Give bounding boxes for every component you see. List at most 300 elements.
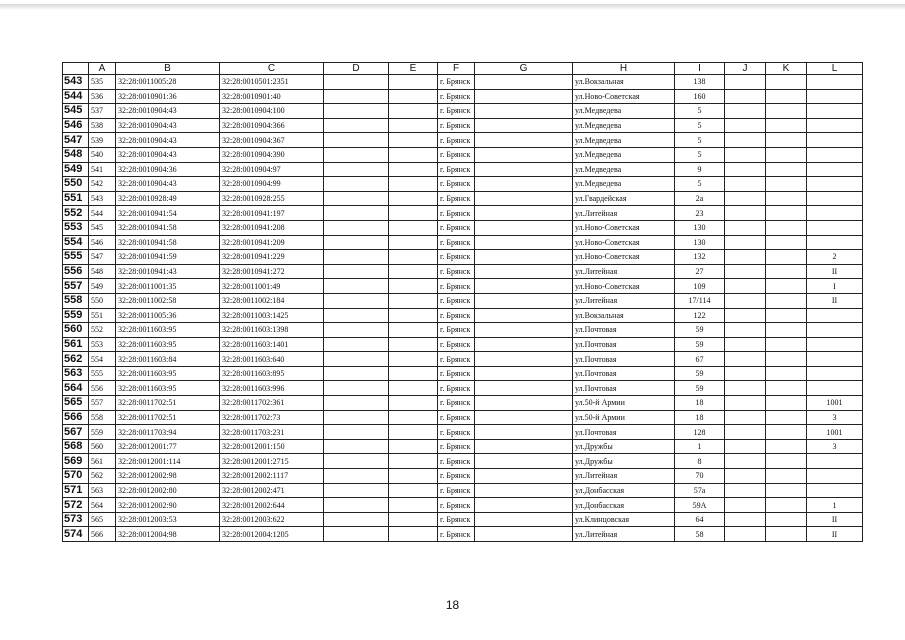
cell-a: 557 bbox=[89, 396, 116, 411]
cell-j bbox=[725, 381, 766, 396]
cell-d bbox=[324, 206, 389, 221]
cell-i: 57а bbox=[675, 483, 725, 498]
cell-i: 23 bbox=[675, 206, 725, 221]
cell-c: 32:28:0010904:99 bbox=[220, 177, 324, 192]
cell-b: 32:28:0012002:98 bbox=[116, 469, 220, 484]
cell-e bbox=[389, 337, 438, 352]
cell-b: 32:28:0012003:53 bbox=[116, 512, 220, 527]
cell-j bbox=[725, 279, 766, 294]
cell-d bbox=[324, 323, 389, 338]
cell-g bbox=[475, 527, 573, 542]
cell-a: 546 bbox=[89, 235, 116, 250]
cell-b: 32:28:0010904:43 bbox=[116, 147, 220, 162]
cell-j bbox=[725, 75, 766, 90]
cell-i: 1 bbox=[675, 439, 725, 454]
cell-k bbox=[766, 250, 807, 265]
cell-e bbox=[389, 425, 438, 440]
cell-g bbox=[475, 133, 573, 148]
cell-f: г. Брянск bbox=[438, 206, 475, 221]
table-row bbox=[63, 308, 863, 323]
cell-k bbox=[766, 177, 807, 192]
corner-cell bbox=[63, 63, 89, 75]
cell-d bbox=[324, 410, 389, 425]
cell-e bbox=[389, 279, 438, 294]
cell-g bbox=[475, 469, 573, 484]
cell-i: 8 bbox=[675, 454, 725, 469]
cell-g bbox=[475, 498, 573, 513]
cell-f: г. Брянск bbox=[438, 381, 475, 396]
column-header-d: D bbox=[324, 63, 389, 75]
cell-e bbox=[389, 498, 438, 513]
column-header-h: H bbox=[573, 63, 675, 75]
cell-g bbox=[475, 250, 573, 265]
cell-j bbox=[725, 235, 766, 250]
cell-k bbox=[766, 337, 807, 352]
cell-c: 32:28:0012002:644 bbox=[220, 498, 324, 513]
cell-f: г. Брянск bbox=[438, 147, 475, 162]
scan-edge bbox=[0, 4, 905, 10]
cell-b: 32:28:0010941:58 bbox=[116, 220, 220, 235]
table-row bbox=[63, 89, 863, 104]
cell-b: 32:28:0011603:95 bbox=[116, 381, 220, 396]
row-number: 564 bbox=[63, 381, 89, 396]
cell-d bbox=[324, 512, 389, 527]
cell-a: 563 bbox=[89, 483, 116, 498]
cell-h: ул.Дружбы bbox=[573, 454, 675, 469]
cell-l bbox=[807, 162, 863, 177]
cell-f: г. Брянск bbox=[438, 425, 475, 440]
cell-i: 122 bbox=[675, 308, 725, 323]
cell-b: 32:28:0011702:51 bbox=[116, 396, 220, 411]
column-header-a: A bbox=[89, 63, 116, 75]
column-header-c: C bbox=[220, 63, 324, 75]
table-row bbox=[63, 235, 863, 250]
cell-c: 32:28:0010904:100 bbox=[220, 104, 324, 119]
cell-b: 32:28:0010904:43 bbox=[116, 133, 220, 148]
cell-g bbox=[475, 206, 573, 221]
row-number: 559 bbox=[63, 308, 89, 323]
row-number: 547 bbox=[63, 133, 89, 148]
cell-e bbox=[389, 147, 438, 162]
column-header-l: L bbox=[807, 63, 863, 75]
row-number: 555 bbox=[63, 250, 89, 265]
cell-b: 32:28:0010941:58 bbox=[116, 235, 220, 250]
cell-i: 5 bbox=[675, 147, 725, 162]
cell-l bbox=[807, 220, 863, 235]
cell-g bbox=[475, 366, 573, 381]
cell-j bbox=[725, 352, 766, 367]
cell-h: ул.Почтовая bbox=[573, 381, 675, 396]
cell-l: 3 bbox=[807, 410, 863, 425]
cell-c: 32:28:0011001:49 bbox=[220, 279, 324, 294]
cell-j bbox=[725, 439, 766, 454]
table-row bbox=[63, 191, 863, 206]
cell-e bbox=[389, 483, 438, 498]
cell-g bbox=[475, 118, 573, 133]
cell-k bbox=[766, 308, 807, 323]
cell-h: ул.Медведева bbox=[573, 162, 675, 177]
cell-l: II bbox=[807, 293, 863, 308]
cell-b: 32:28:0011603:95 bbox=[116, 337, 220, 352]
cell-k bbox=[766, 512, 807, 527]
cell-a: 549 bbox=[89, 279, 116, 294]
cell-i: 138 bbox=[675, 75, 725, 90]
cell-f: г. Брянск bbox=[438, 162, 475, 177]
cell-h: ул.Медведева bbox=[573, 118, 675, 133]
cell-e bbox=[389, 118, 438, 133]
table-row bbox=[63, 133, 863, 148]
cell-e bbox=[389, 264, 438, 279]
cell-c: 32:28:0010928:255 bbox=[220, 191, 324, 206]
column-header-row bbox=[63, 63, 863, 75]
cell-e bbox=[389, 206, 438, 221]
cell-l bbox=[807, 147, 863, 162]
cell-e bbox=[389, 323, 438, 338]
cell-j bbox=[725, 206, 766, 221]
cell-k bbox=[766, 381, 807, 396]
cell-e bbox=[389, 133, 438, 148]
cell-k bbox=[766, 323, 807, 338]
cell-k bbox=[766, 454, 807, 469]
cell-g bbox=[475, 279, 573, 294]
cell-b: 32:28:0012002:90 bbox=[116, 498, 220, 513]
cell-l: II bbox=[807, 527, 863, 542]
cell-e bbox=[389, 527, 438, 542]
row-number: 572 bbox=[63, 498, 89, 513]
cell-b: 32:28:0011002:58 bbox=[116, 293, 220, 308]
cell-f: г. Брянск bbox=[438, 279, 475, 294]
cell-f: г. Брянск bbox=[438, 220, 475, 235]
table-row bbox=[63, 293, 863, 308]
row-number: 570 bbox=[63, 469, 89, 484]
cell-l bbox=[807, 191, 863, 206]
cell-j bbox=[725, 133, 766, 148]
cell-a: 556 bbox=[89, 381, 116, 396]
cell-j bbox=[725, 220, 766, 235]
cell-c: 32:28:0010941:229 bbox=[220, 250, 324, 265]
cell-f: г. Брянск bbox=[438, 323, 475, 338]
cell-c: 32:28:0011603:895 bbox=[220, 366, 324, 381]
cell-l: 1001 bbox=[807, 396, 863, 411]
cell-d bbox=[324, 250, 389, 265]
table-row bbox=[63, 439, 863, 454]
cell-b: 32:28:0011702:51 bbox=[116, 410, 220, 425]
cell-b: 32:28:0012001:114 bbox=[116, 454, 220, 469]
table-row bbox=[63, 250, 863, 265]
cell-h: ул.50-й Армии bbox=[573, 396, 675, 411]
cell-l bbox=[807, 133, 863, 148]
cell-h: ул.Литейная bbox=[573, 264, 675, 279]
column-header-g: G bbox=[475, 63, 573, 75]
cell-i: 18 bbox=[675, 410, 725, 425]
cell-d bbox=[324, 191, 389, 206]
cell-e bbox=[389, 512, 438, 527]
cell-k bbox=[766, 469, 807, 484]
cell-d bbox=[324, 337, 389, 352]
cell-d bbox=[324, 439, 389, 454]
cell-a: 544 bbox=[89, 206, 116, 221]
row-number: 553 bbox=[63, 220, 89, 235]
table-row bbox=[63, 118, 863, 133]
cell-d bbox=[324, 366, 389, 381]
table-row bbox=[63, 279, 863, 294]
cell-j bbox=[725, 512, 766, 527]
cell-a: 550 bbox=[89, 293, 116, 308]
cell-l bbox=[807, 235, 863, 250]
cell-d bbox=[324, 118, 389, 133]
cell-g bbox=[475, 75, 573, 90]
cell-b: 32:28:0010904:43 bbox=[116, 177, 220, 192]
cell-k bbox=[766, 527, 807, 542]
cell-d bbox=[324, 220, 389, 235]
cell-d bbox=[324, 235, 389, 250]
cell-h: ул.Литейная bbox=[573, 293, 675, 308]
cell-l bbox=[807, 469, 863, 484]
cell-g bbox=[475, 191, 573, 206]
cell-k bbox=[766, 264, 807, 279]
cell-g bbox=[475, 177, 573, 192]
cell-e bbox=[389, 250, 438, 265]
cell-c: 32:28:0012002:471 bbox=[220, 483, 324, 498]
cell-l: 3 bbox=[807, 439, 863, 454]
cell-l bbox=[807, 381, 863, 396]
cell-j bbox=[725, 147, 766, 162]
column-header-k: K bbox=[766, 63, 807, 75]
cell-b: 32:28:0010941:54 bbox=[116, 206, 220, 221]
cell-e bbox=[389, 469, 438, 484]
cell-b: 32:28:0011703:94 bbox=[116, 425, 220, 440]
cell-a: 552 bbox=[89, 323, 116, 338]
cell-h: ул.Ново-Советская bbox=[573, 220, 675, 235]
cell-a: 541 bbox=[89, 162, 116, 177]
row-number: 563 bbox=[63, 366, 89, 381]
cell-d bbox=[324, 396, 389, 411]
table-row bbox=[63, 396, 863, 411]
cell-f: г. Брянск bbox=[438, 104, 475, 119]
cell-g bbox=[475, 104, 573, 119]
cell-j bbox=[725, 89, 766, 104]
table-row bbox=[63, 352, 863, 367]
cell-f: г. Брянск bbox=[438, 118, 475, 133]
cell-c: 32:28:0011603:1398 bbox=[220, 323, 324, 338]
row-number: 573 bbox=[63, 512, 89, 527]
cell-l bbox=[807, 366, 863, 381]
cell-g bbox=[475, 147, 573, 162]
cell-d bbox=[324, 162, 389, 177]
cell-l bbox=[807, 352, 863, 367]
row-number: 546 bbox=[63, 118, 89, 133]
cell-d bbox=[324, 177, 389, 192]
cell-k bbox=[766, 191, 807, 206]
column-header-b: B bbox=[116, 63, 220, 75]
table-row bbox=[63, 410, 863, 425]
cell-g bbox=[475, 352, 573, 367]
cell-d bbox=[324, 308, 389, 323]
cell-k bbox=[766, 293, 807, 308]
table-row bbox=[63, 220, 863, 235]
cell-b: 32:28:0011005:28 bbox=[116, 75, 220, 90]
cell-h: ул.Донбасская bbox=[573, 498, 675, 513]
cell-k bbox=[766, 75, 807, 90]
cell-l: II bbox=[807, 264, 863, 279]
cell-f: г. Брянск bbox=[438, 396, 475, 411]
cell-a: 554 bbox=[89, 352, 116, 367]
cell-g bbox=[475, 483, 573, 498]
table-row bbox=[63, 337, 863, 352]
table-row bbox=[63, 147, 863, 162]
cell-f: г. Брянск bbox=[438, 512, 475, 527]
row-number: 565 bbox=[63, 396, 89, 411]
cell-a: 560 bbox=[89, 439, 116, 454]
cell-g bbox=[475, 337, 573, 352]
cell-j bbox=[725, 323, 766, 338]
page-number: 18 bbox=[445, 598, 460, 612]
cell-i: 130 bbox=[675, 220, 725, 235]
row-number: 549 bbox=[63, 162, 89, 177]
cell-c: 32:28:0010941:197 bbox=[220, 206, 324, 221]
cell-d bbox=[324, 293, 389, 308]
cell-i: 160 bbox=[675, 89, 725, 104]
cell-k bbox=[766, 133, 807, 148]
cell-e bbox=[389, 162, 438, 177]
row-number: 550 bbox=[63, 177, 89, 192]
cell-l bbox=[807, 118, 863, 133]
cell-i: 18 bbox=[675, 396, 725, 411]
cell-d bbox=[324, 483, 389, 498]
cell-c: 32:28:0010904:366 bbox=[220, 118, 324, 133]
cell-j bbox=[725, 177, 766, 192]
cell-g bbox=[475, 264, 573, 279]
cell-f: г. Брянск bbox=[438, 89, 475, 104]
cell-j bbox=[725, 308, 766, 323]
row-number: 556 bbox=[63, 264, 89, 279]
cell-l: 1 bbox=[807, 498, 863, 513]
cell-d bbox=[324, 454, 389, 469]
cell-a: 542 bbox=[89, 177, 116, 192]
cell-h: ул.Медведева bbox=[573, 104, 675, 119]
cell-d bbox=[324, 89, 389, 104]
cell-i: 67 bbox=[675, 352, 725, 367]
cell-k bbox=[766, 235, 807, 250]
cell-h: ул.Литейная bbox=[573, 469, 675, 484]
cell-g bbox=[475, 220, 573, 235]
column-header-e: E bbox=[389, 63, 438, 75]
cell-b: 32:28:0011001:35 bbox=[116, 279, 220, 294]
cell-b: 32:28:0010904:43 bbox=[116, 118, 220, 133]
cell-l bbox=[807, 454, 863, 469]
cell-c: 32:28:0011702:361 bbox=[220, 396, 324, 411]
cell-g bbox=[475, 323, 573, 338]
row-number: 561 bbox=[63, 337, 89, 352]
cell-i: 132 bbox=[675, 250, 725, 265]
cell-f: г. Брянск bbox=[438, 264, 475, 279]
cell-h: ул.Почтовая bbox=[573, 366, 675, 381]
row-number: 566 bbox=[63, 410, 89, 425]
cell-h: ул.Гвардейская bbox=[573, 191, 675, 206]
table-row bbox=[63, 498, 863, 513]
cell-l bbox=[807, 104, 863, 119]
cell-j bbox=[725, 425, 766, 440]
cell-a: 547 bbox=[89, 250, 116, 265]
cell-k bbox=[766, 396, 807, 411]
row-number: 569 bbox=[63, 454, 89, 469]
cell-j bbox=[725, 264, 766, 279]
cell-d bbox=[324, 381, 389, 396]
cell-i: 58 bbox=[675, 527, 725, 542]
cell-h: ул.Ново-Советская bbox=[573, 250, 675, 265]
cell-d bbox=[324, 133, 389, 148]
cell-c: 32:28:0011603:640 bbox=[220, 352, 324, 367]
row-number: 557 bbox=[63, 279, 89, 294]
row-number: 552 bbox=[63, 206, 89, 221]
cell-g bbox=[475, 425, 573, 440]
cell-c: 32:28:0011703:231 bbox=[220, 425, 324, 440]
cell-f: г. Брянск bbox=[438, 308, 475, 323]
cell-c: 32:28:0012002:1117 bbox=[220, 469, 324, 484]
cell-j bbox=[725, 396, 766, 411]
cell-f: г. Брянск bbox=[438, 483, 475, 498]
cell-j bbox=[725, 483, 766, 498]
table-row bbox=[63, 323, 863, 338]
cell-l: I bbox=[807, 279, 863, 294]
cell-e bbox=[389, 220, 438, 235]
cell-c: 32:28:0012004:1205 bbox=[220, 527, 324, 542]
row-number: 568 bbox=[63, 439, 89, 454]
cell-e bbox=[389, 191, 438, 206]
cell-b: 32:28:0010928:49 bbox=[116, 191, 220, 206]
cell-i: 17/114 bbox=[675, 293, 725, 308]
cell-l bbox=[807, 308, 863, 323]
cell-a: 559 bbox=[89, 425, 116, 440]
cell-i: 5 bbox=[675, 133, 725, 148]
cell-a: 558 bbox=[89, 410, 116, 425]
cell-a: 535 bbox=[89, 75, 116, 90]
cell-h: ул.Почтовая bbox=[573, 323, 675, 338]
column-header-i: I bbox=[675, 63, 725, 75]
cell-h: ул.Почтовая bbox=[573, 337, 675, 352]
table-row bbox=[63, 75, 863, 90]
cell-j bbox=[725, 469, 766, 484]
cell-l bbox=[807, 177, 863, 192]
cell-g bbox=[475, 512, 573, 527]
cell-k bbox=[766, 104, 807, 119]
cell-h: ул.Почтовая bbox=[573, 425, 675, 440]
cell-e bbox=[389, 235, 438, 250]
cell-a: 545 bbox=[89, 220, 116, 235]
cell-h: ул.Литейная bbox=[573, 527, 675, 542]
cell-h: ул.Клинцовская bbox=[573, 512, 675, 527]
cell-g bbox=[475, 235, 573, 250]
row-number: 558 bbox=[63, 293, 89, 308]
cell-a: 566 bbox=[89, 527, 116, 542]
cell-h: ул.Ново-Советская bbox=[573, 89, 675, 104]
table-row bbox=[63, 454, 863, 469]
cell-j bbox=[725, 250, 766, 265]
table-row bbox=[63, 483, 863, 498]
cell-c: 32:28:0011603:1401 bbox=[220, 337, 324, 352]
cell-d bbox=[324, 352, 389, 367]
cell-k bbox=[766, 425, 807, 440]
table-row bbox=[63, 381, 863, 396]
cell-a: 548 bbox=[89, 264, 116, 279]
cell-a: 562 bbox=[89, 469, 116, 484]
cell-i: 128 bbox=[675, 425, 725, 440]
cell-g bbox=[475, 410, 573, 425]
cell-g bbox=[475, 162, 573, 177]
cell-f: г. Брянск bbox=[438, 191, 475, 206]
row-number: 543 bbox=[63, 75, 89, 90]
cell-d bbox=[324, 147, 389, 162]
